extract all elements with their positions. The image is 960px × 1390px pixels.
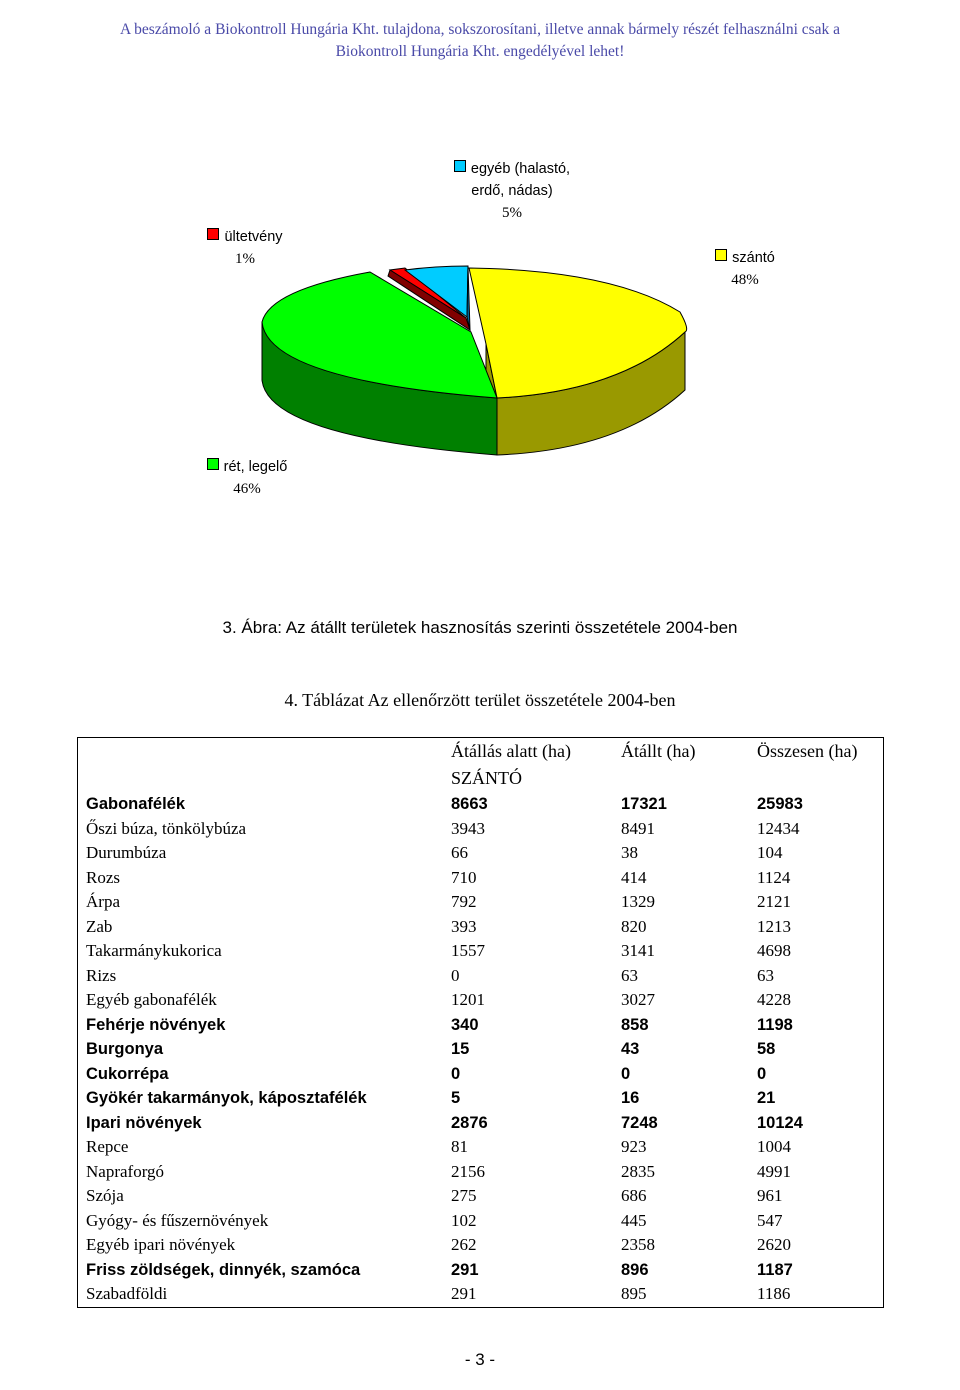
cell-atallt: 43 (621, 1040, 640, 1058)
cell-atallt: 445 (621, 1210, 647, 1230)
cell-atallt: 16 (621, 1089, 640, 1107)
header-line-2: Biokontroll Hungária Kht. engedélyével lehet! (335, 43, 625, 60)
table-section-row (78, 765, 884, 792)
cell-atallt: 686 (621, 1186, 647, 1205)
row-label: Burgonya (86, 1040, 164, 1058)
cell-osszesen: 1187 (757, 1260, 793, 1279)
pie-value-ret-legelo: 46% (233, 481, 261, 497)
cell-atallt: 0 (621, 1064, 631, 1083)
cell-osszesen: 58 (757, 1040, 776, 1058)
cell-osszesen: 63 (757, 965, 774, 985)
cell-atallas-alatt: 0 (451, 965, 460, 985)
cell-osszesen: 4991 (757, 1161, 791, 1181)
page-number: - 3 - (464, 1350, 496, 1369)
cell-atallas-alatt: 792 (451, 892, 477, 911)
table-row (78, 915, 884, 940)
pie-label-ret-legelo (192, 456, 302, 500)
pie-label-egyeb-line2: erdő, nádas) (471, 183, 553, 199)
cell-osszesen: 961 (757, 1186, 783, 1205)
pie-slice-egyeb-side (467, 266, 470, 330)
row-label: Repce (86, 1137, 129, 1156)
row-label: Gabonafélék (86, 795, 186, 813)
cell-atallas-alatt: 102 (451, 1210, 477, 1230)
cell-atallas-alatt: 5 (451, 1089, 461, 1107)
cell-atallt: 3027 (621, 990, 655, 1009)
cell-osszesen: 104 (757, 843, 783, 862)
cell-atallas-alatt: 393 (451, 916, 477, 936)
cell-osszesen: 10124 (757, 1113, 803, 1132)
pie-chart (0, 0, 960, 600)
table-row (78, 1258, 884, 1283)
table-row (78, 1037, 884, 1062)
cell-osszesen: 1124 (757, 867, 791, 887)
table-row (78, 792, 884, 817)
table-row (78, 841, 884, 866)
legend-swatch-ret-legelo (207, 458, 219, 470)
cell-osszesen: 547 (757, 1210, 783, 1230)
row-label: Gyökér takarmányok, káposztafélék (86, 1089, 367, 1107)
cell-atallt: 414 (621, 867, 647, 887)
pie-value-szanto: 48% (731, 272, 759, 288)
row-label: Friss zöldségek, dinnyék, szamóca (86, 1260, 361, 1279)
pie-label-ultetveny-text: ültetvény (224, 229, 283, 245)
table-row (78, 1209, 884, 1234)
row-label: Cukorrépa (86, 1064, 169, 1083)
cell-atallas-alatt: 340 (451, 1015, 479, 1034)
cell-osszesen: 21 (757, 1089, 776, 1107)
cell-atallt: 858 (621, 1015, 649, 1034)
row-label: Árpa (86, 892, 120, 911)
cell-atallas-alatt: 8663 (451, 795, 488, 813)
cell-atallas-alatt: 2876 (451, 1113, 488, 1132)
table-row (78, 1013, 884, 1038)
row-label: Szója (86, 1186, 124, 1205)
row-label: Őszi búza, tönkölybúza (86, 818, 247, 838)
row-label: Egyéb gabonafélék (86, 990, 217, 1009)
cell-osszesen: 2620 (757, 1235, 791, 1254)
table-row (78, 817, 884, 842)
cell-atallas-alatt: 275 (451, 1186, 477, 1205)
header-line-1: A beszámoló a Biokontroll Hungária Kht. tulajdona, sokszorosítani, illetve annak bármely részét felhasználni csak a (119, 21, 841, 38)
cell-osszesen: 2121 (757, 892, 791, 911)
row-label: Szabadföldi (86, 1284, 168, 1303)
cell-atallas-alatt: 81 (451, 1137, 468, 1156)
cell-atallt: 896 (621, 1260, 649, 1279)
pie-label-egyeb-line1: egyéb (halastó, (470, 161, 571, 177)
cell-atallt: 38 (621, 843, 638, 862)
table-header-row (78, 738, 884, 766)
cell-atallas-alatt: 0 (451, 1064, 461, 1083)
cell-atallt: 1329 (621, 892, 655, 911)
cell-atallas-alatt: 3943 (451, 818, 485, 838)
row-label: Gyógy- és fűszernövények (86, 1210, 269, 1230)
cell-atallt: 3141 (621, 941, 655, 960)
row-label: Rizs (86, 965, 117, 985)
table-row (78, 866, 884, 891)
cell-atallt: 2358 (621, 1235, 655, 1254)
column-header-atallas-alatt: Átállás alatt (ha) (451, 741, 571, 762)
cell-atallt: 820 (621, 916, 647, 936)
cell-atallas-alatt: 1201 (451, 990, 485, 1009)
cell-osszesen: 4228 (757, 990, 791, 1009)
land-use-table (77, 737, 884, 1308)
pie-label-szanto (700, 247, 790, 291)
cell-osszesen: 25983 (757, 795, 803, 813)
table-row (78, 1184, 884, 1209)
pie-label-szanto-text: szántó (732, 250, 775, 266)
cell-osszesen: 1198 (757, 1015, 793, 1034)
row-label: Ipari növények (86, 1113, 202, 1132)
table-body (78, 792, 884, 1307)
row-label: Durumbúza (86, 843, 167, 862)
cell-atallt: 8491 (621, 818, 655, 838)
legend-swatch-ultetveny (207, 228, 219, 240)
table-row (78, 1160, 884, 1185)
legend-swatch-szanto (715, 249, 727, 261)
cell-atallt: 7248 (621, 1113, 658, 1132)
pie-value-egyeb: 5% (502, 205, 522, 221)
cell-osszesen: 4698 (757, 941, 791, 960)
pie-label-ret-legelo-text: rét, legelő (223, 459, 288, 475)
cell-osszesen: 0 (757, 1064, 767, 1083)
table-row (78, 1282, 884, 1307)
pie-label-egyeb (452, 158, 572, 224)
cell-atallas-alatt: 291 (451, 1260, 479, 1279)
pie-value-ultetveny: 1% (235, 251, 255, 267)
cell-atallt: 895 (621, 1284, 647, 1303)
cell-atallas-alatt: 66 (451, 843, 468, 862)
cell-osszesen: 1004 (757, 1137, 791, 1156)
row-label: Takarmánykukorica (86, 941, 222, 960)
legend-swatch-egyeb (454, 160, 466, 172)
cell-atallas-alatt: 15 (451, 1040, 470, 1058)
table-title: 4. Táblázat Az ellenőrzött terület összetétele 2004-ben (284, 690, 676, 710)
table-row (78, 988, 884, 1013)
row-label: Zab (86, 916, 113, 936)
cell-atallas-alatt: 2156 (451, 1161, 485, 1181)
column-header-osszesen: Összesen (ha) (757, 741, 858, 762)
cell-atallas-alatt: 262 (451, 1235, 477, 1254)
pie-label-ultetveny (190, 226, 300, 270)
cell-osszesen: 1186 (757, 1284, 791, 1303)
cell-atallt: 63 (621, 965, 638, 985)
row-label: Rozs (86, 867, 120, 887)
section-label-szanto: SZÁNTÓ (451, 768, 522, 789)
cell-osszesen: 1213 (757, 916, 791, 936)
row-label: Fehérje növények (86, 1015, 226, 1034)
figure-caption: 3. Ábra: Az átállt területek hasznosítás szerinti összetétele 2004-ben (222, 618, 738, 637)
cell-atallt: 2835 (621, 1161, 655, 1181)
cell-atallas-alatt: 291 (451, 1284, 477, 1303)
table-row (78, 939, 884, 964)
column-header-label (78, 738, 444, 766)
table-row (78, 1086, 884, 1111)
row-label: Egyéb ipari növények (86, 1235, 236, 1254)
table-row (78, 1111, 884, 1136)
cell-atallas-alatt: 1557 (451, 941, 485, 960)
row-label: Napraforgó (86, 1161, 165, 1181)
table-row (78, 964, 884, 989)
table-row (78, 1062, 884, 1087)
table-row (78, 1135, 884, 1160)
cell-atallt: 17321 (621, 795, 667, 813)
column-header-atallt: Átállt (ha) (621, 741, 696, 762)
cell-osszesen: 12434 (757, 818, 800, 838)
table-row (78, 1233, 884, 1258)
cell-atallas-alatt: 710 (451, 867, 477, 887)
cell-atallt: 923 (621, 1137, 647, 1156)
table-row (78, 890, 884, 915)
